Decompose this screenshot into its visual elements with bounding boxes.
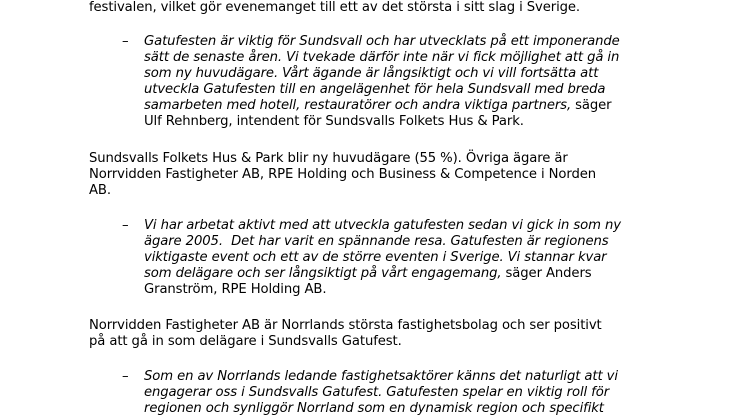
quote1-line-1: Gatufesten är viktig för Sundsvall och har utvecklats på ett imponerande (144, 34, 620, 49)
quote-dash: – (122, 34, 129, 49)
quote2-line-3: viktigaste event och ett av de större eventen i Sverige. Vi stannar kvar (144, 250, 607, 265)
quote1-attribution: Ulf Rehnberg, intendent för Sundsvalls Folkets Hus & Park. (144, 114, 524, 129)
para2-line-2: på att gå in som delägare i Sundsvalls Gatufest. (89, 334, 402, 349)
para1-line-1: Sundsvalls Folkets Hus & Park blir ny huvudägare (55 %). Övriga ägare är (89, 151, 568, 166)
para1-line-3: AB. (89, 183, 111, 198)
quote1-line-2: sätt de senaste åren. Vi tvekade därför inte när vi fick möjlighet att gå in (144, 50, 620, 65)
quote3-line-3: regionen och synliggör Norrland som en dynamisk region och specifikt (144, 401, 604, 416)
para1-line-2: Norrvidden Fastigheter AB, RPE Holding och Business & Competence i Norden (89, 167, 597, 182)
quote3-line-1: Som en av Norrlands ledande fastighetsaktörer känns det naturligt att vi (144, 369, 618, 384)
quote1-line-5-italic: samarbeten med hotell, restauratörer och andra viktiga partners, (144, 98, 572, 113)
quote1-line-4: utveckla Gatufesten till en angelägenhet för hela Sundsvall med breda (144, 82, 606, 97)
quote2-line-4-tail: säger Anders (505, 266, 592, 281)
quote2-line-4 (144, 266, 592, 282)
quote2-attribution: Granström, RPE Holding AB. (144, 282, 327, 297)
quote1-line-5-tail: säger (575, 98, 612, 113)
quote1-line-3: som ny huvudägare. Vårt ägande är långsiktigt och vi vill fortsätta att (144, 66, 599, 81)
quote3-line-2: engagerar oss i Sundsvalls Gatufest. Gatufesten spelar en viktig roll för (144, 385, 610, 400)
quote-dash: – (122, 369, 129, 384)
para2-line-1: Norrvidden Fastigheter AB är Norrlands största fastighetsbolag och ser positivt (89, 318, 602, 333)
quote2-line-1: Vi har arbetat aktivt med att utveckla gatufesten sedan vi gick in som ny (144, 218, 621, 233)
quote2-line-4-italic: som delägare och ser långsiktigt på vårt engagemang, (144, 266, 502, 281)
quote2-line-2: ägare 2005. Det har varit en spännande resa. Gatufesten är regionens (144, 234, 609, 249)
intro-tail-text: festivalen, vilket gör evenemanget till ett av det största i sitt slag i Sverige. (89, 0, 581, 15)
quote-dash: – (122, 218, 129, 233)
quote1-line-5 (144, 98, 611, 114)
